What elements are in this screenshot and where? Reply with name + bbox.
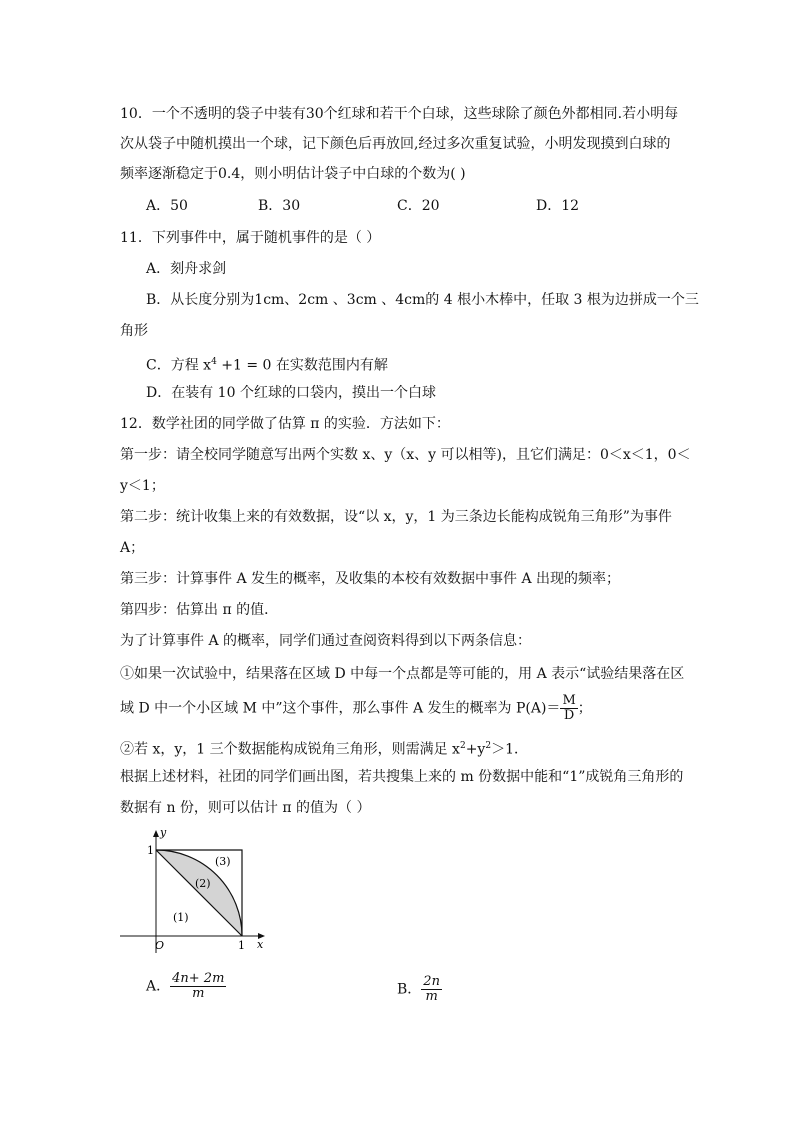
origin-label: O: [155, 939, 165, 952]
q12-info2-exponent-1: 2: [459, 741, 466, 751]
fraction-numerator: M: [562, 693, 576, 708]
q10-option-b: B．30: [258, 198, 301, 214]
q12-option-a-label: A．: [146, 978, 171, 995]
q12-option-b-numerator: 2n: [423, 974, 440, 989]
region-2-label: (2): [195, 877, 211, 890]
y-axis-arrow-icon: [153, 830, 159, 837]
fraction-denominator: D: [563, 708, 575, 723]
q12-step2-line-2: A；: [120, 540, 145, 556]
q12-option-b: [397, 975, 442, 1004]
region-1-label: (1): [173, 911, 189, 924]
q10-option-c: C．20: [397, 198, 440, 214]
q12-info2-exponent-2: 2: [485, 741, 492, 751]
y-one-label: 1: [147, 844, 154, 857]
q11-option-d: D．在装有 10 个红球的口袋内，摸出一个白球: [146, 385, 436, 401]
q12-option-b-denominator: m: [425, 989, 438, 1004]
q12-step4: 第四步：估算出 π 的值．: [120, 602, 279, 618]
q12-option-b-fraction: [421, 975, 442, 1004]
q12-info1-end: ；: [577, 700, 592, 717]
q12-option-a: [146, 972, 226, 1001]
x-one-label: 1: [238, 939, 245, 952]
q12-step1-line-2: y＜1；: [120, 478, 165, 494]
q10-line-3: 频率逐渐稳定于0.4，则小明估计袋子中白球的个数为( ): [120, 166, 466, 182]
q11-option-b-line-1: B．从长度分别为1cm、2cm 、3cm 、4cm的 4 根小木棒中，任取 3 根为边拼成一个三: [146, 292, 699, 308]
q12-info1-text: 域 D 中一个小区域 M 中”这个事件，那么事件 A 发生的概率为 P(A)＝: [120, 700, 561, 717]
q11-option-a: A．刻舟求剑: [146, 261, 227, 277]
q12-option-b-label: B．: [397, 981, 422, 998]
q12-step1-line-1: 第一步：请全校同学随意写出两个实数 x、y（x、y 可以相等)，且它们满足：0＜x＜1，0＜: [120, 447, 691, 463]
q12-info-intro: 为了计算事件 A 的概率，同学们通过查阅资料得到以下两条信息：: [120, 633, 532, 649]
q11-option-b-line-2: 角形: [120, 323, 148, 339]
q11-option-c-exponent: 4: [211, 357, 217, 367]
q10-line-1: 10．一个不透明的袋子中装有30个红球和若干个白球，这些球除了颜色外都相同.若小明每: [120, 106, 679, 122]
q11-option-c-text-2: +1 = 0 在实数范围内有解: [216, 357, 388, 374]
q12-option-a-numerator: 4n+ 2m: [172, 971, 225, 986]
y-axis-label: y: [160, 826, 167, 839]
q11-option-c-text-1: C．方程 x: [146, 357, 212, 374]
q12-step2-line-1: 第二步：统计收集上来的有效数据，设“以 x，y，1 为三条边长能构成锐角三角形”为事件: [120, 509, 672, 525]
probability-fraction: [560, 694, 577, 723]
q11-option-c: [146, 352, 388, 376]
q12-conclusion-line-2: 数据有 n 份，则可以估计 π 的值为（ ）: [120, 800, 371, 816]
x-axis-label: x: [257, 938, 264, 951]
region-3-label: (3): [215, 855, 231, 868]
q12-info2-text-3: ＞1．: [491, 741, 528, 758]
q12-info2-text-2: +y: [465, 741, 486, 758]
unit-square-figure: [115, 825, 275, 955]
q12-info2-text-1: ②若 x，y，1 三个数据能构成锐角三角形，则需满足 x: [120, 741, 460, 758]
q11-stem: 11．下列事件中，属于随机事件的是（ ）: [120, 230, 381, 246]
q12-info2: [120, 736, 528, 760]
q12-info1-line-1: ①如果一次试验中，结果落在区域 D 中每一个点都是等可能的，用 A 表示“试验结果落在区: [120, 666, 685, 682]
q12-info1-line-2: [120, 694, 592, 723]
q12-option-a-denominator: m: [192, 986, 205, 1001]
q12-step3: 第三步：计算事件 A 发生的概率，及收集的本校有效数据中事件 A 出现的频率；: [120, 571, 621, 587]
q10-option-a: A．50: [146, 198, 188, 214]
q12-stem: 12．数学社团的同学做了估算 π 的实验．方法如下：: [120, 416, 450, 432]
q12-option-a-fraction: [170, 972, 226, 1001]
q10-line-2: 次从袋子中随机摸出一个球，记下颜色后再放回,经过多次重复试验，小明发现摸到白球的: [120, 136, 671, 152]
q10-option-d: D．12: [536, 198, 580, 214]
q12-conclusion-line-1: 根据上述材料，社团的同学们画出图，若共搜集上来的 m 份数据中能和“1”成锐角三角形的: [120, 769, 684, 785]
